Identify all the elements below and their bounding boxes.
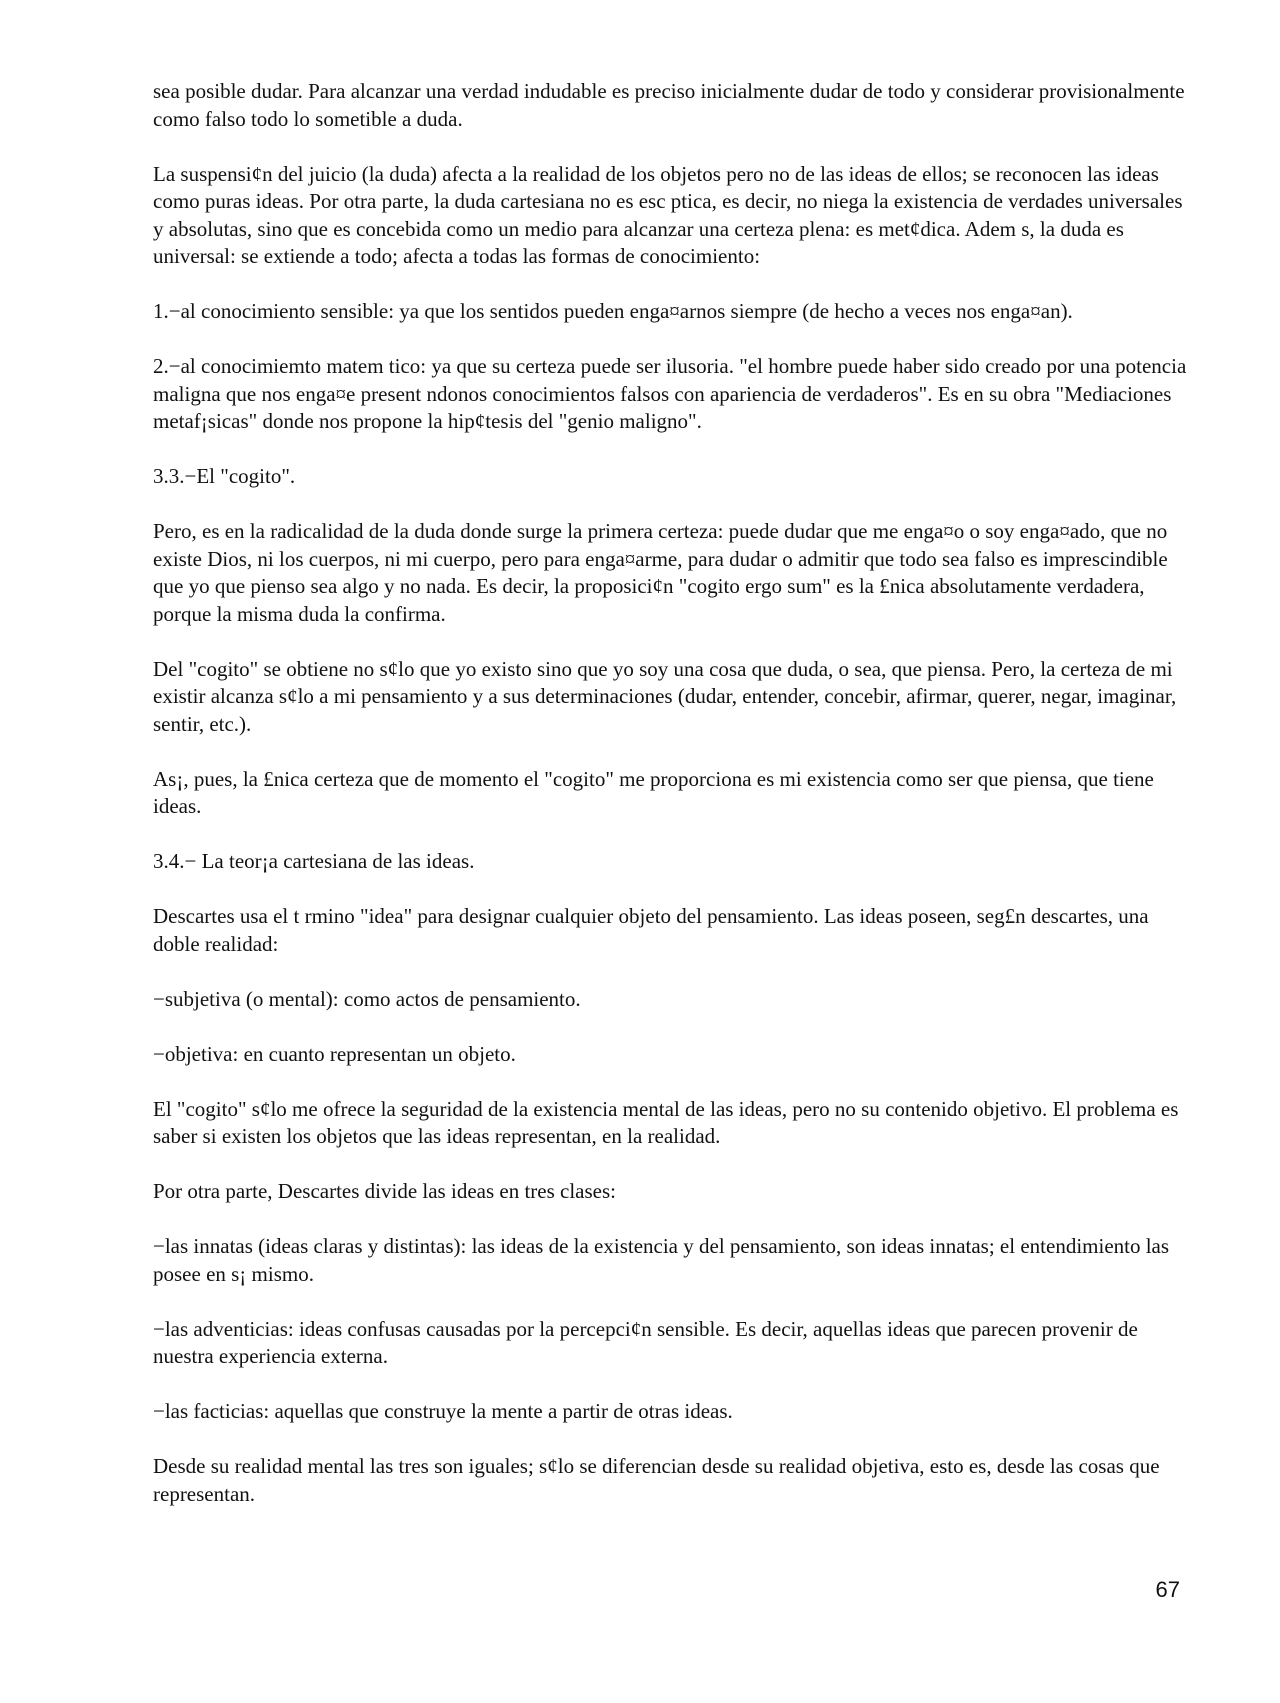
paragraph-primera-certeza: Pero, es en la radicalidad de la duda donde surge la primera certeza: puede dudar que me enga¤o o soy enga¤ado, que no existe Dios, ni los cuerpos, ni mi cuerpo, pero para enga¤arme, para dudar o admitir que todo sea falso es imprescindible que yo que pienso sea algo y no nada. Es decir, la proposici¢n "cogito ergo sum" es la £nica absolutamente verdadera, porque la misma duda la confirma. xyxy=(153,519,1168,626)
paragraph-unica-certeza: As¡, pues, la £nica certeza que de momento el "cogito" me proporciona es mi existencia como ser que piensa, que tiene ideas. xyxy=(153,766,1154,818)
paragraph-suspension-juicio: La suspensi¢n del juicio (la duda) afecta a la realidad de los objetos pero no de las ideas de ellos; se reconocen las ideas como puras ideas. Por otra parte, la duda cartesiana no es esc ptica, es decir, no niega la existencia de verdades universales y absolutas, sino que es concebida como un medio para alcanzar una certeza plena: es met¢dica. Adem s, la duda es universal: se extiende a todo; afecta a todas las formas de conocimiento: xyxy=(153,161,1183,268)
section-heading-teoria-ideas: 3.4.− La teor¡a cartesiana de las ideas. xyxy=(153,849,475,873)
section-heading-cogito: 3.3.−El "cogito". xyxy=(153,464,296,488)
list-item-conocimiento-sensible: 1.−al conocimiento sensible: ya que los sentidos pueden enga¤arnos siempre (de hecho a veces nos enga¤an). xyxy=(153,299,1073,323)
list-item-conocimiento-matematico: 2.−al conocimiemto matem tico: ya que su certeza puede ser ilusoria. "el hombre puede haber sido creado por una potencia maligna que nos enga¤e present ndonos conocimientos falsos con apariencia de verdaderos". Es en su obra "Mediaciones metaf¡sicas" donde nos propone la hip¢tesis del "genio maligno". xyxy=(153,354,1187,433)
paragraph-cosa-que-duda: Del "cogito" se obtiene no s¢lo que yo existo sino que yo soy una cosa que duda, o sea, que piensa. Pero, la certeza de mi existir alcanza s¢lo a mi pensamiento y a sus determinaciones (dudar, entender, concebir, afirmar, querer, negar, imaginar, sentir, etc.). xyxy=(153,656,1177,736)
list-item-innatas: −las innatas (ideas claras y distintas): las ideas de la existencia y del pensamiento, son ideas innatas; el entendimiento las posee en s¡ mismo. xyxy=(153,1234,1170,1286)
paragraph-tres-clases: Por otra parte, Descartes divide las ideas en tres clases: xyxy=(153,1179,616,1203)
paragraph-existencia-mental: El "cogito" s¢lo me ofrece la seguridad de la existencia mental de las ideas, pero no su contenido objetivo. El problema es saber si existen los objetos que las ideas representan, en la realidad. xyxy=(153,1096,1179,1148)
document-body xyxy=(153,78,1193,1536)
page-number: 67 xyxy=(1155,1577,1180,1602)
paragraph-realidad-mental: Desde su realidad mental las tres son iguales; s¢lo se diferencian desde su realidad objetiva, esto es, desde las cosas que representan. xyxy=(153,1454,1160,1506)
list-item-objetiva: −objetiva: en cuanto representan un objeto. xyxy=(153,1041,516,1066)
list-item-adventicias: −las adventicias: ideas confusas causadas por la percepci¢n sensible. Es decir, aquellas ideas que parecen provenir de nuestra experiencia externa. xyxy=(153,1316,1138,1368)
list-item-facticias: −las facticias: aquellas que construye la mente a partir de otras ideas. xyxy=(153,1399,733,1423)
paragraph-termino-idea: Descartes usa el t rmino "idea" para designar cualquier objeto del pensamiento. Las ideas poseen, seg£n descartes, una doble realidad: xyxy=(153,904,1149,956)
list-item-subjetiva: −subjetiva (o mental): como actos de pensamiento. xyxy=(153,986,581,1011)
paragraph-intro-continuation: sea posible dudar. Para alcanzar una verdad indudable es preciso inicialmente dudar de todo y considerar provisionalmente como falso todo lo sometible a duda. xyxy=(153,79,1185,131)
